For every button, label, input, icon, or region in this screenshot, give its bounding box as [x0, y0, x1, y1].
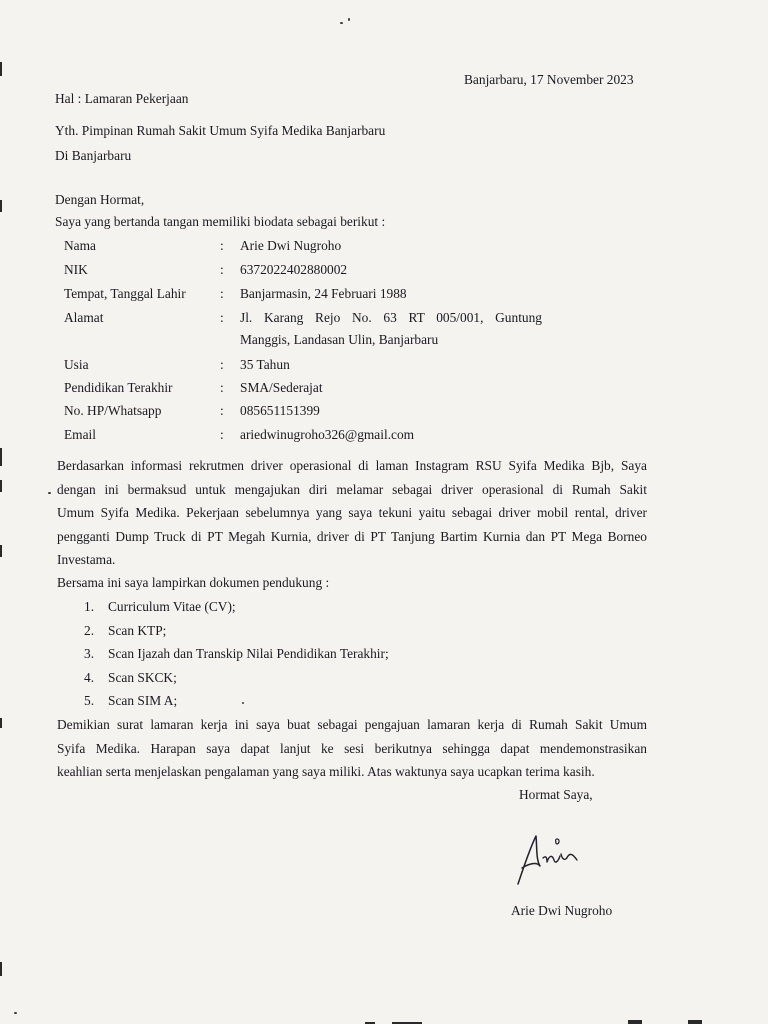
body-line: dengan ini bermaksud untuk mengajukan diri melamar sebagai driver operasional di Rumah Sakit — [57, 481, 647, 497]
biodata-row-nik — [0, 262, 768, 282]
biodata-row-hp — [0, 403, 768, 423]
scan-edge-mark — [688, 1020, 702, 1024]
signer-name: Arie Dwi Nugroho — [511, 903, 613, 918]
letter-recipient: Yth. Pimpinan Rumah Sakit Umum Syifa Medika Banjarbaru — [55, 123, 386, 138]
biodata-colon: : — [220, 380, 224, 395]
list-item-text: Curriculum Vitae (CV); — [108, 599, 236, 614]
biodata-label: NIK — [64, 262, 88, 277]
scan-edge-mark — [0, 962, 2, 976]
biodata-label: Email — [64, 427, 96, 442]
scan-edge-mark — [0, 480, 2, 492]
list-item-number: 2. — [84, 623, 95, 638]
closing-paragraph — [57, 713, 647, 784]
list-item-number: 5. — [84, 693, 95, 708]
closing-line: keahlian serta menjelaskan pengalaman yang saya miliki. Atas waktunya saya ucapkan terima kasih. — [57, 764, 595, 779]
scan-speck — [340, 22, 343, 24]
biodata-colon: : — [220, 286, 224, 301]
scan-speck — [14, 1012, 17, 1014]
scan-speck — [48, 492, 51, 494]
biodata-row-alamat-cont — [0, 332, 768, 352]
biodata-row-ttl — [0, 286, 768, 306]
biodata-value: 35 Tahun — [240, 357, 290, 372]
list-item — [84, 646, 389, 662]
scan-edge-mark — [0, 718, 2, 728]
letter-date: Banjarbaru, 17 November 2023 — [464, 72, 634, 87]
biodata-label: Nama — [64, 238, 96, 253]
biodata-intro: Saya yang bertanda tangan memiliki biodata sebagai berikut : — [55, 214, 386, 229]
body-line: Investama. — [57, 552, 116, 567]
closing-line: Demikian surat lamaran kerja ini saya buat sebagai pengajuan lamaran kerja di Rumah Sakit Umum — [57, 717, 647, 732]
biodata-label: Alamat — [64, 310, 104, 325]
list-item-text: Scan SIM A; — [108, 693, 178, 708]
letter-recipient-place: Di Banjarbaru — [55, 148, 132, 163]
signature-image — [510, 826, 590, 892]
list-item-text: Scan Ijazah dan Transkip Nilai Pendidikan Terakhir; — [108, 646, 389, 661]
list-item — [84, 599, 236, 615]
list-item-number: 4. — [84, 670, 95, 685]
scan-edge-mark — [0, 545, 2, 557]
biodata-row-alamat — [0, 310, 768, 330]
scan-speck — [242, 702, 244, 704]
biodata-colon: : — [220, 403, 224, 418]
biodata-colon: : — [220, 427, 224, 442]
letter-subject: Hal : Lamaran Pekerjaan — [55, 91, 189, 106]
biodata-row-usia — [0, 357, 768, 377]
closing-line: Syifa Medika. Harapan saya dapat lanjut ke sesi berikutnya sehingga dapat mendemonstrasikan — [57, 740, 647, 756]
attachments-intro: Bersama ini saya lampirkan dokumen pendukung : — [57, 575, 330, 590]
valediction: Hormat Saya, — [519, 787, 593, 802]
biodata-value: 085651151399 — [240, 403, 320, 418]
biodata-value: Banjarmasin, 24 Februari 1988 — [240, 286, 407, 301]
biodata-value: Arie Dwi Nugroho — [240, 238, 342, 253]
biodata-label: No. HP/Whatsapp — [64, 403, 162, 418]
scan-edge-mark — [0, 448, 2, 466]
list-item-number: 3. — [84, 646, 95, 661]
biodata-value-continued: Manggis, Landasan Ulin, Banjarbaru — [240, 332, 439, 347]
biodata-row-email — [0, 427, 768, 447]
biodata-colon: : — [220, 238, 224, 253]
list-item — [84, 670, 177, 686]
biodata-colon: : — [220, 357, 224, 372]
list-item-number: 1. — [84, 599, 95, 614]
body-line: Umum Syifa Medika. Pekerjaan sebelumnya yang saya tekuni yaitu sebagai driver mobil rental, driver — [57, 505, 647, 520]
biodata-label: Usia — [64, 357, 89, 372]
biodata-row-pendidikan — [0, 380, 768, 400]
scan-speck — [348, 18, 350, 21]
biodata-label: Pendidikan Terakhir — [64, 380, 173, 395]
biodata-colon: : — [220, 262, 224, 277]
body-line: pengganti Dump Truck di PT Megah Kurnia, driver di PT Tanjung Bartim Kurnia dan PT Mega Borneo — [57, 528, 647, 544]
biodata-value: Jl. Karang Rejo No. 63 RT 005/001, Guntung — [240, 310, 542, 325]
list-item-text: Scan SKCK; — [108, 670, 177, 685]
body-line: Berdasarkan informasi rekrutmen driver operasional di laman Instagram RSU Syifa Medika Bjb, Saya — [57, 458, 647, 473]
scan-edge-mark — [628, 1020, 642, 1024]
scan-edge-mark — [0, 62, 2, 76]
list-item-text: Scan KTP; — [108, 623, 167, 638]
scan-edge-mark — [0, 200, 2, 212]
biodata-row-nama — [0, 238, 768, 258]
biodata-value: SMA/Sederajat — [240, 380, 323, 395]
list-item — [84, 623, 166, 639]
body-paragraph — [57, 454, 647, 572]
list-item — [84, 693, 177, 709]
biodata-colon: : — [220, 310, 224, 325]
biodata-value: ariedwinugroho326@gmail.com — [240, 427, 415, 442]
biodata-value: 6372022402880002 — [240, 262, 348, 277]
biodata-label: Tempat, Tanggal Lahir — [64, 286, 186, 301]
letter-greeting: Dengan Hormat, — [55, 192, 145, 207]
